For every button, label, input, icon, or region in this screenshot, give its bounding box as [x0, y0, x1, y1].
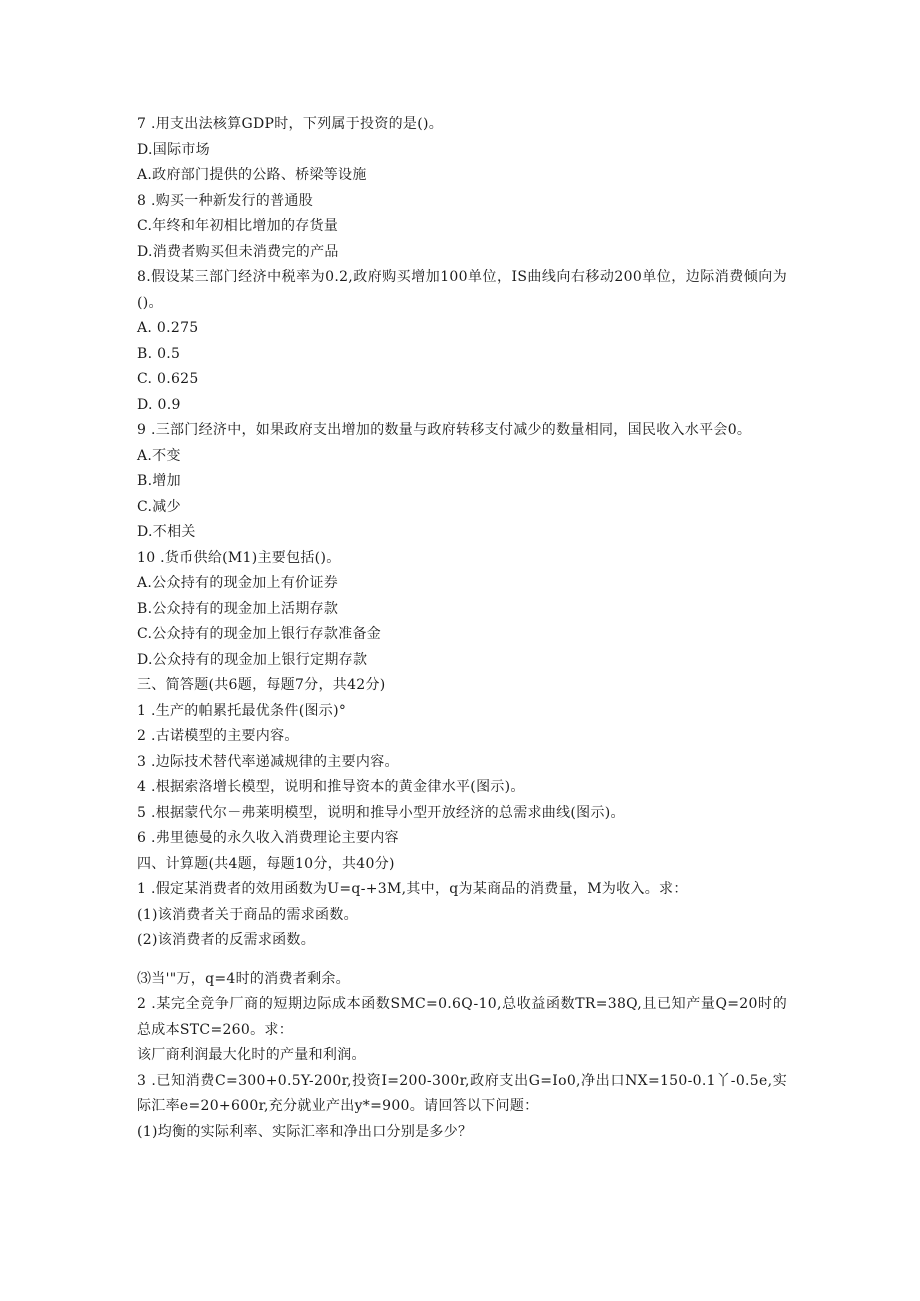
sub-question: 该厂商利润最大化时的产量和利润。 — [137, 1047, 366, 1063]
sub-question: ⑶当'"万，q=4时的消费者剩余。 — [137, 970, 350, 987]
option-text: A.政府部门提供的公路、桥梁等设施 — [137, 167, 367, 183]
short-answer-3: 3 .边际技术替代率递减规律的主要内容。 — [137, 753, 399, 770]
question-8: 8.假设某三部门经济中税率为0.2,政府购买增加100单位，IS曲线向右移动200单位，边际消费倾向为()。 — [137, 269, 787, 311]
option-c: C.减少 — [137, 498, 181, 515]
question-text: 8 .购买一种新发行的普通股 — [137, 192, 314, 209]
short-answer-5: 5 .根据蒙代尔－弗莱明模型，说明和推导小型开放经济的总需求曲线(图示)。 — [137, 804, 625, 821]
calculation-1: 1 .假定某消费者的效用函数为U=q-+3M,其中，q为某商品的消费量，M为收入。求： — [137, 881, 688, 897]
calculation-3: 3 .已知消费C=300+0.5Y-200r,投资I=200-300r,政府支出G=Io0,净出口NX=150-0.1丫-0.5e,实际汇率e=20+600r,充分就业产出y*=900。请回答以下问题： — [137, 1072, 787, 1114]
sub-question: (2)该消费者的反需求函数。 — [137, 932, 316, 948]
option-d: D.不相关 — [137, 524, 196, 540]
short-answer-6: 6 .弗里德曼的永久收入消费理论主要内容 — [137, 830, 399, 846]
option-text: C.年终和年初相比增加的存货量 — [137, 218, 339, 234]
question-10: 10 .货币供给(M1)主要包括()。 — [137, 549, 341, 566]
option-c: C.公众持有的现金加上银行存款准备金 — [137, 626, 382, 642]
section-heading-short-answer: 三、简答题(共6题，每题7分，共42分) — [137, 677, 386, 693]
option-a: A. 0.275 — [137, 320, 199, 336]
question-7: 7 .用支出法核算GDP时，下列属于投资的是()。 — [137, 116, 444, 132]
option-b: B. 0.5 — [137, 345, 181, 362]
sub-question: (1)均衡的实际利率、实际汇率和净出口分别是多少？ — [137, 1123, 473, 1140]
document-page — [137, 112, 787, 1145]
spacer — [137, 954, 787, 967]
calculation-2: 2 .某完全竞争厂商的短期边际成本函数SMC=0.6Q-10,总收益函数TR=38Q,且已知产量Q=20时的总成本STC=260。求： — [137, 996, 787, 1038]
option-b: B.公众持有的现金加上活期存款 — [137, 600, 339, 617]
short-answer-1: 1 .生产的帕累托最优条件(图示)° — [137, 702, 347, 719]
sub-question: (1)该消费者关于商品的需求函数。 — [137, 906, 358, 923]
option-a: A.公众持有的现金加上有价证券 — [137, 575, 339, 591]
option-text: D.国际市场 — [137, 141, 210, 158]
option-text: D.消费者购买但未消费完的产品 — [137, 243, 339, 260]
option-b: B.增加 — [137, 473, 181, 489]
option-d: D. 0.9 — [137, 396, 181, 413]
option-c: C. 0.625 — [137, 371, 199, 387]
option-a: A.不变 — [137, 447, 181, 464]
short-answer-4: 4 .根据索洛增长模型，说明和推导资本的黄金律水平(图示)。 — [137, 779, 525, 795]
section-heading-calculation: 四、计算题(共4题，每题10分，共40分) — [137, 855, 395, 872]
question-9: 9 .三部门经济中，如果政府支出增加的数量与政府转移支付减少的数量相同，国民收入水平会0。 — [137, 422, 752, 438]
option-d: D.公众持有的现金加上银行定期存款 — [137, 651, 368, 668]
short-answer-2: 2 .古诺模型的主要内容。 — [137, 728, 299, 744]
